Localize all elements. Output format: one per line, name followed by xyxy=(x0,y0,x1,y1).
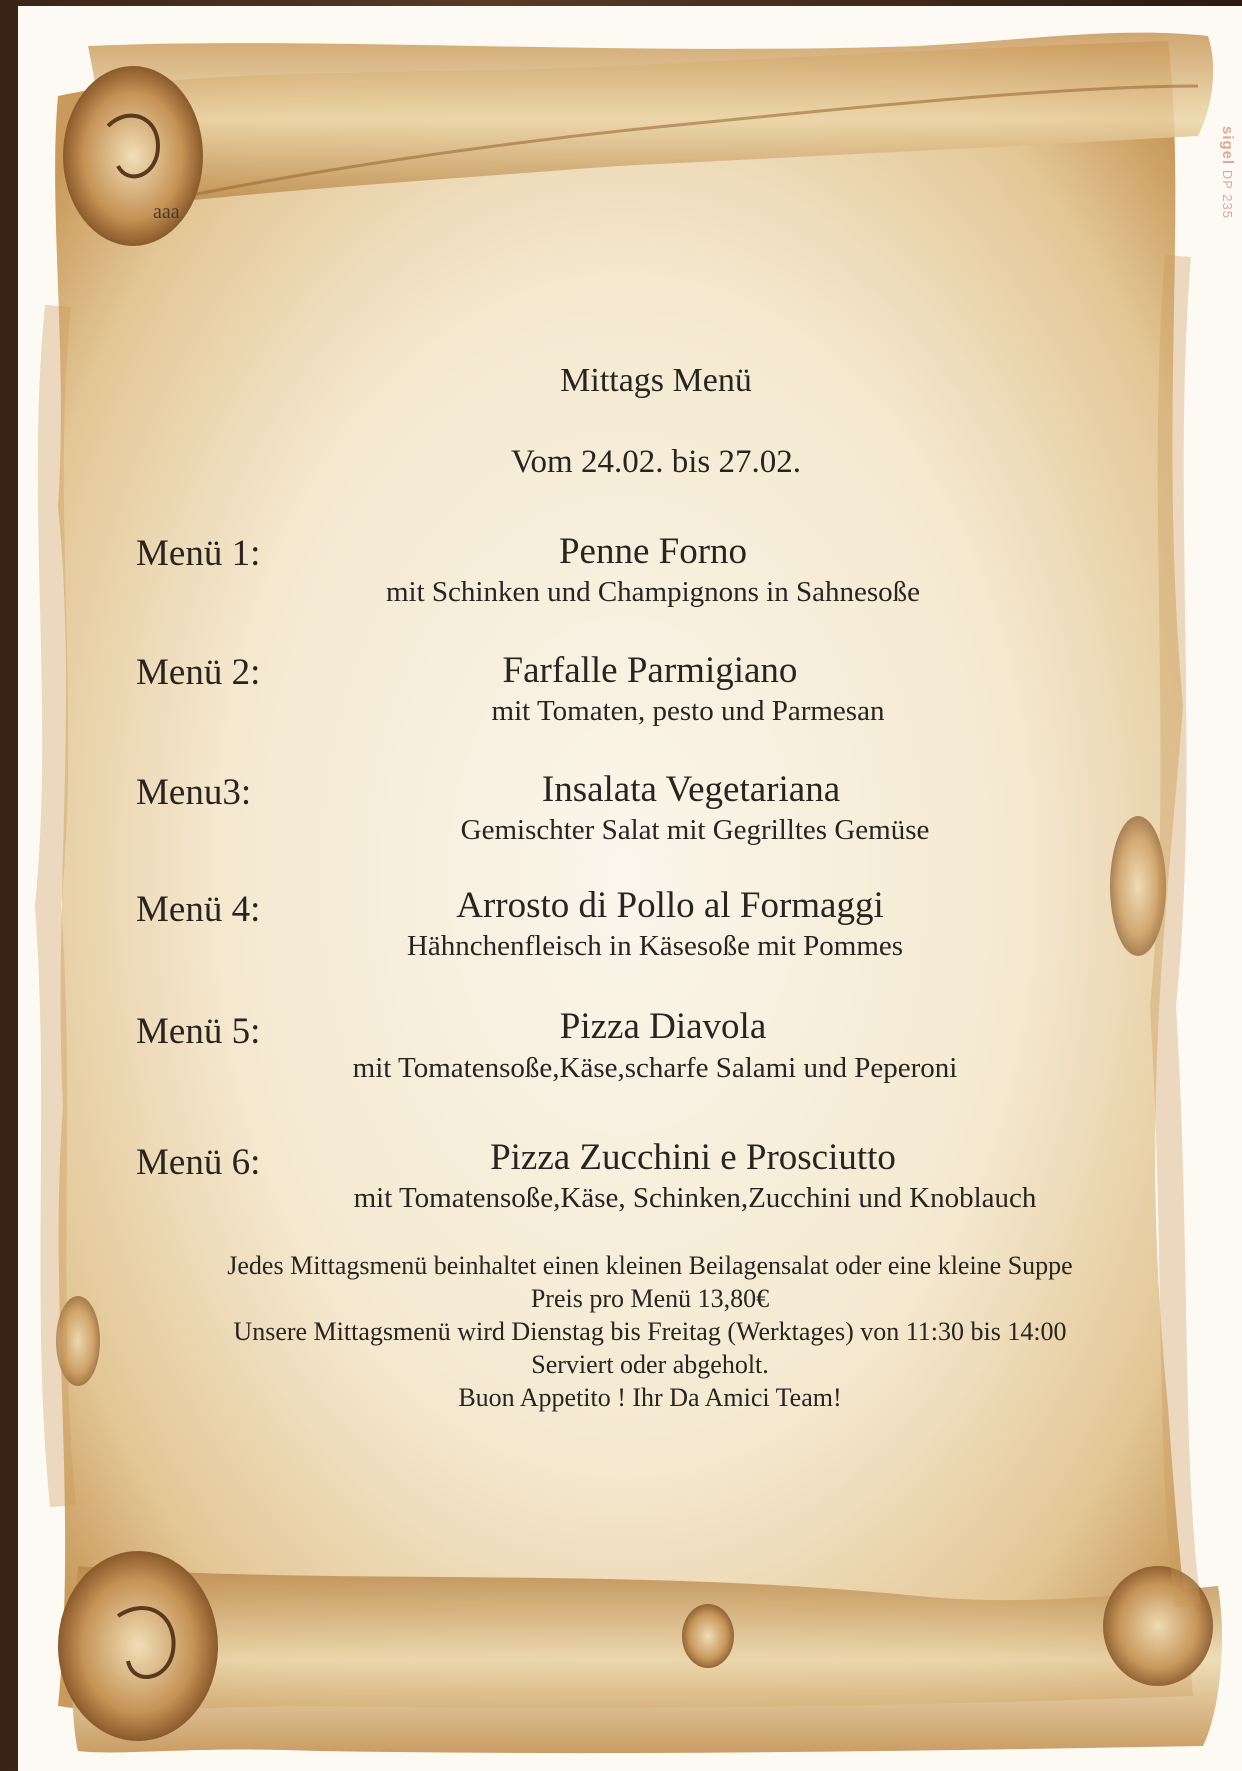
menu-2-description: mit Tomaten, pesto und Parmesan xyxy=(491,695,885,727)
menu-4-description: Hähnchenfleisch in Käsesoße mit Pommes xyxy=(406,930,904,962)
menu-4-label: Menü 4: xyxy=(136,889,261,930)
menu-2-dish: Farfalle Parmigiano xyxy=(502,650,798,691)
menu-1-dish: Penne Forno xyxy=(558,531,748,572)
footer-signoff: Buon Appetito ! Ihr Da Amici Team! xyxy=(458,1383,842,1412)
menu-3-dish: Insalata Vegetariana xyxy=(541,769,841,810)
menu-1-label: Menü 1: xyxy=(136,533,261,574)
brand-watermark xyxy=(1196,126,1236,276)
menu-6-label: Menü 6: xyxy=(136,1142,261,1183)
menu-3-description: Gemischter Salat mit Gegrilltes Gemüse xyxy=(460,814,930,846)
menu-5-label: Menü 5: xyxy=(136,1011,261,1052)
menu-date-range: Vom 24.02. bis 27.02. xyxy=(510,444,801,480)
menu-6-dish: Pizza Zucchini e Prosciutto xyxy=(490,1137,896,1178)
menu-2-label: Menü 2: xyxy=(136,652,261,693)
menu-3-label: Menu3: xyxy=(136,772,252,813)
menu-5-description: mit Tomatensoße,Käse,scharfe Salami und Peperoni xyxy=(352,1052,958,1084)
corner-mark: aaa xyxy=(153,201,180,223)
footer-line-1: Jedes Mittagsmenü beinhaltet einen kleinen Beilagensalat oder eine kleine Suppe xyxy=(227,1251,1073,1280)
menu-4-dish: Arrosto di Pollo al Formaggi xyxy=(456,885,884,926)
menu-6-description: mit Tomatensoße,Käse, Schinken,Zucchini und Knoblauch xyxy=(353,1182,1037,1214)
footer-line-4: Serviert oder abgeholt. xyxy=(531,1350,769,1379)
menu-5-dish: Pizza Diavola xyxy=(559,1006,767,1047)
footer-price: Preis pro Menü 13,80€ xyxy=(530,1284,770,1313)
brand-name: sigel xyxy=(1219,126,1236,166)
menu-1-description: mit Schinken und Champignons in Sahnesoße xyxy=(385,576,921,608)
menu-title: Mittags Menü xyxy=(560,362,752,399)
brand-code: DP 235 xyxy=(1220,169,1235,219)
footer-line-3: Unsere Mittagsmenü wird Dienstag bis Freitag (Werktages) von 11:30 bis 14:00 xyxy=(233,1317,1067,1346)
